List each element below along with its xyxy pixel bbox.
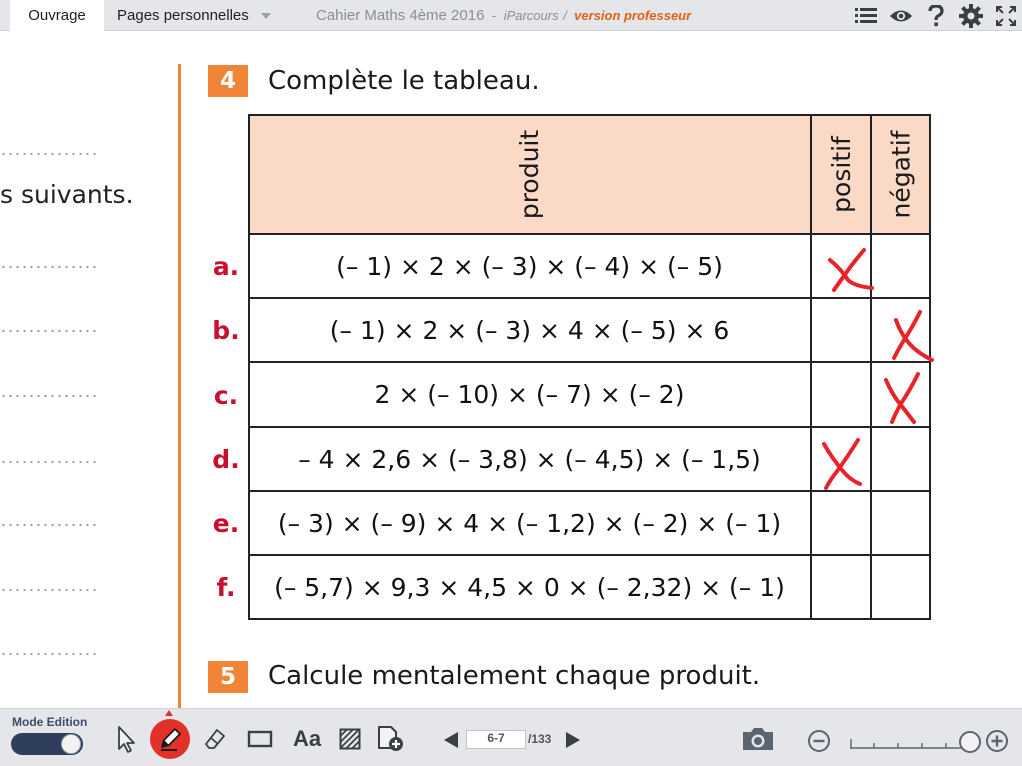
book-title — [316, 0, 691, 31]
rectangle-icon[interactable] — [244, 726, 276, 752]
table-border — [248, 114, 931, 116]
eye-icon[interactable] — [889, 4, 913, 28]
exercise-instruction-4: Complète le tableau. — [268, 66, 540, 96]
row-label: a. — [212, 252, 240, 281]
table-border — [248, 114, 250, 620]
row-label: b. — [212, 316, 240, 345]
camera-icon[interactable] — [740, 724, 776, 754]
answer-dotted-line — [0, 265, 98, 269]
answer-dotted-line — [0, 652, 98, 656]
table-rule — [248, 426, 931, 428]
page-number-input[interactable]: 6-7 — [466, 730, 526, 749]
tab-ouvrage[interactable]: Ouvrage — [10, 0, 104, 31]
product-cell: – 4 × 2,6 × (– 3,8) × (– 4,5) × (– 1,5) — [298, 444, 761, 474]
add-page-icon[interactable] — [374, 722, 406, 754]
exercise-number-4: 4 — [208, 65, 248, 97]
product-cell: (– 1) × 2 × (– 3) × (– 4) × (– 5) — [336, 251, 723, 281]
tab-pages-personnelles[interactable] — [117, 0, 271, 31]
header-product-label: produit — [514, 129, 544, 219]
answer-cell-negative[interactable] — [871, 427, 931, 491]
answer-cell-negative[interactable] — [871, 555, 931, 620]
title-version: version professeur — [574, 8, 692, 23]
mode-edition-label: Mode Edition — [12, 715, 88, 729]
table-border — [929, 114, 931, 620]
eraser-icon[interactable] — [200, 724, 230, 754]
answer-cell-positive[interactable] — [811, 491, 871, 555]
top-icons — [854, 3, 1018, 29]
cross-mark-annotation[interactable] — [820, 434, 866, 492]
zoom-in-icon[interactable] — [984, 728, 1010, 754]
zoom-slider-knob[interactable] — [959, 731, 981, 753]
active-tool-indicator — [165, 710, 173, 716]
row-label: d. — [212, 445, 240, 474]
pen-icon — [157, 726, 183, 752]
answer-cell-negative[interactable] — [871, 491, 931, 555]
bottom-toolbar — [0, 708, 1022, 766]
toggle-knob — [61, 734, 81, 754]
title-main: Cahier Maths 4ème 2016 — [316, 7, 485, 24]
exercise-number-5: 5 — [208, 661, 248, 693]
zoom-slider[interactable] — [850, 733, 970, 749]
answer-cell-positive[interactable] — [811, 555, 871, 620]
next-page-icon[interactable] — [562, 729, 584, 751]
row-label: f. — [216, 573, 236, 602]
hatch-icon[interactable] — [336, 725, 364, 753]
row-label: e. — [212, 509, 240, 538]
cross-mark-annotation[interactable] — [880, 370, 924, 426]
title-iparcours: iParcours — [503, 8, 559, 23]
cross-mark-annotation[interactable] — [886, 308, 936, 364]
header-positive — [811, 114, 871, 234]
header-product — [248, 114, 811, 234]
title-slash: / — [563, 8, 567, 23]
header-negative — [871, 114, 931, 234]
page-total: /133 — [528, 732, 552, 746]
exercise-instruction-5: Calcule mentalement chaque produit. — [268, 661, 761, 691]
pen-tool-button[interactable] — [150, 719, 190, 759]
gear-icon[interactable] — [959, 4, 983, 28]
previous-page-icon[interactable] — [440, 729, 462, 751]
table-rule — [870, 114, 872, 620]
answer-cell-positive[interactable] — [811, 362, 871, 427]
page-margin-rule — [178, 64, 181, 708]
product-cell: 2 × (– 10) × (– 7) × (– 2) — [374, 380, 685, 409]
answer-dotted-line — [0, 152, 98, 156]
table-rule — [248, 361, 931, 363]
table-border — [248, 618, 931, 620]
zoom-out-icon[interactable] — [806, 728, 832, 754]
help-icon[interactable] — [924, 4, 948, 28]
answer-cell-positive[interactable] — [811, 298, 871, 362]
cross-mark-annotation[interactable] — [826, 246, 876, 294]
fullscreen-icon[interactable] — [994, 4, 1018, 28]
answer-dotted-line — [0, 460, 98, 464]
list-icon[interactable] — [854, 4, 878, 28]
table-rule — [248, 233, 931, 235]
product-cell: (– 3) × (– 9) × 4 × (– 1,2) × (– 2) × (– 1) — [277, 508, 782, 538]
answer-dotted-line — [0, 523, 98, 527]
table-rule — [810, 114, 812, 620]
table-rule — [248, 554, 931, 556]
chevron-down-icon — [261, 13, 271, 19]
answer-dotted-line — [0, 588, 98, 592]
header-positive-label: positif — [826, 135, 856, 213]
answer-dotted-line — [0, 394, 98, 398]
row-label: c. — [213, 381, 239, 410]
answer-cell-negative[interactable] — [871, 234, 931, 298]
table-rule — [248, 297, 931, 299]
text-icon[interactable]: Aa — [292, 726, 322, 751]
product-cell: (– 1) × 2 × (– 3) × 4 × (– 5) × 6 — [329, 315, 730, 345]
answer-dotted-line — [0, 329, 98, 333]
sign-table — [248, 114, 931, 620]
mode-edition-toggle[interactable] — [11, 733, 83, 755]
top-toolbar — [0, 0, 1022, 31]
product-cell: (– 5,7) × 9,3 × 4,5 × 0 × (– 2,32) × (– 1) — [274, 573, 785, 602]
left-page-text: s suivants. — [0, 180, 134, 209]
header-negative-label: négatif — [886, 130, 916, 218]
title-separator: - — [491, 8, 497, 23]
cursor-icon[interactable] — [112, 723, 140, 755]
tab-pages-label: Pages personnelles — [117, 7, 249, 24]
